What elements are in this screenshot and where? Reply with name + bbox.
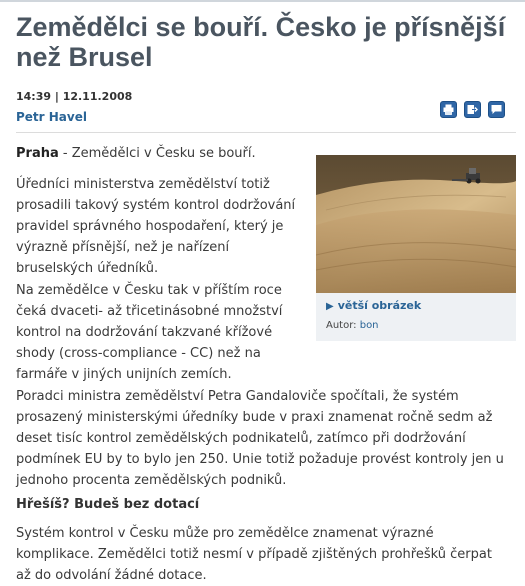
top-divider: [0, 0, 525, 2]
lead-text: - Zemědělci v Česku se bouří.: [58, 146, 256, 161]
credit-name-link[interactable]: bon: [359, 320, 379, 331]
discuss-button[interactable]: [488, 101, 505, 118]
article-title: Zemědělci se bouří. Česko je přísnější než Brusel: [16, 12, 506, 72]
photo-caption: [316, 293, 516, 341]
credit-label: Autor:: [326, 320, 357, 331]
print-icon: [443, 104, 454, 115]
header-divider: [16, 132, 516, 133]
paragraph-4: Systém kontrol v Česku může pro zemědělce znamenat výrazné komplikace. Zemědělci totiž nesmí v případě zjištěných prohřešků čerpat až do odvolání žádné dotace.: [16, 526, 492, 583]
article-photo[interactable]: [316, 155, 516, 293]
send-button[interactable]: [464, 101, 481, 118]
lead-place: Praha: [16, 146, 59, 161]
article-tools: [440, 101, 505, 118]
lead-paragraph: [16, 143, 306, 164]
paragraph-1: Úředníci ministerstva zemědělství totiž prosadili takový systém kontrol dodržování pravidel správného hospodaření, který je výrazně přísnější, než je nařízení bruselských úředníků.: [16, 177, 296, 276]
field-tractor-photo: [316, 155, 516, 293]
photo-credit: [326, 320, 379, 331]
article-author-link[interactable]: Petr Havel: [16, 110, 87, 124]
article-datetime: 14:39 | 12.11.2008: [16, 90, 133, 103]
paragraph-2: Na zemědělce v Česku tak v příštím roce čeká dvaceti- až třicetinásobné množství kontrol na dodržování takzvané křížové shody (cross-compliance - CC) než na farmáře v jiných unijních zemích.: [16, 283, 283, 382]
discuss-icon: [491, 104, 502, 115]
bigger-image-label: větší obrázek: [337, 299, 422, 312]
triangle-right-icon: ▶: [326, 301, 334, 312]
bigger-image-link[interactable]: [326, 299, 421, 312]
print-button[interactable]: [440, 101, 457, 118]
send-icon: [467, 104, 478, 115]
section-subheading: Hřešíš? Budeš bez dotací: [16, 497, 200, 512]
paragraph-3: Poradci ministra zemědělství Petra Gandaloviče spočítali, že systém prosazený ministerskými úředníky bude v praxi znamenat ročně sedm až deset tisíc kontrol zemědělských podnikatelů, zatímco při dodržování podmínek EU by to bylo jen 250. Unie totiž požaduje provést kontroly jen u jednoho procenta zemědělských podniků.: [16, 389, 504, 488]
